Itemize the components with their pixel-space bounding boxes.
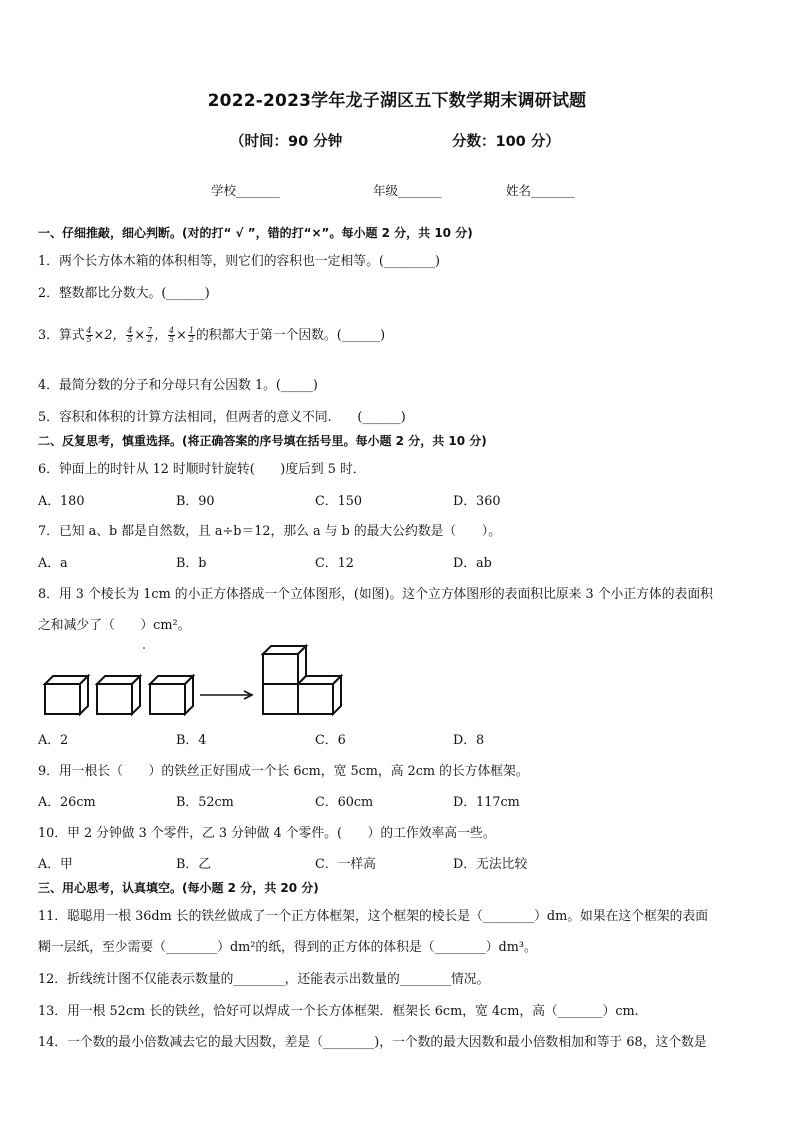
page-title: 2022-2023学年龙子湖区五下数学期末调研试题 [207,91,587,111]
exam-time: （时间：90 分钟 [230,134,343,150]
question-11-line-2: 糊一层纸，至少需要（________）dm²的纸，得到的正方体的体积是（________）dm³。 [38,940,537,955]
question-8-line-2: 之和减少了（ ）cm²。 [38,618,191,633]
q3-term-2: × [134,328,146,343]
q10-option-b: B．乙 [176,857,211,872]
q9-option-c: C．60cm [315,795,374,810]
question-11-line-1: 11．聪聪用一根 36dm 长的铁丝做成了一个正方体框架，这个框架的棱长是（________）dm。如果在这个框架的表面 [38,909,709,924]
q7-option-d: D．ab [453,556,492,571]
question-9: 9．用一根长（ ）的铁丝正好围成一个长 6cm，宽 5cm，高 2cm 的长方体框架。 [38,764,529,779]
q6-option-a: A．180 [38,494,85,509]
q3-fraction-1: $\frac{4}{5}$ [86,326,92,344]
q6-option-d: D．360 [453,494,501,509]
cube-1 [45,676,88,714]
section-2-heading: 二、反复思考，慎重选择。(将正确答案的序号填在括号里。每小题 2 分，共 10 分) [38,434,487,448]
section-1-heading: 一、仔细推敲，细心判断。(对的打“ √ ”，错的打“×”。每小题 2 分，共 10 分) [38,226,473,240]
q3-fraction-2: $\frac{4}{5}$ [127,326,133,344]
question-8-line-1: 8．用 3 个棱长为 1cm 的小正方体搭成一个立体图形，(如图)。这个立方体图形的表面积比原来 3 个小正方体的表面积 [38,587,713,602]
cube-2 [97,676,140,714]
q3-term-1: ×2， [93,328,126,343]
cube-3 [150,676,193,714]
question-12: 12．折线统计图不仅能表示数量的________，还能表示出数量的________情况。 [38,972,490,987]
section-3-heading: 三、用心思考，认真填空。(每小题 2 分，共 20 分) [38,881,319,895]
q7-option-a: A．a [38,556,68,571]
q7-option-b: B．b [176,556,207,571]
q9-option-d: D．117cm [453,795,520,810]
q3-fraction-3: $\frac{7}{2}$ [147,326,153,344]
question-10: 10．甲 2 分钟做 3 个零件，乙 3 分钟做 4 个零件。( ）的工作效率高一些。 [38,826,496,841]
question-2: 2．整数都比分数大。(______) [38,286,210,301]
q3-term-3: ， [154,328,168,343]
question-5: 5．容积和体积的计算方法相同，但两者的意义不同. (______) [38,410,406,425]
q9-option-a: A．26cm [38,795,96,810]
question-6: 6．钟面上的时针从 12 时顺时针旋转( )度后到 5 时． [38,462,366,477]
q3-suffix: 的积都大于第一个因数。(______) [195,328,386,343]
q10-option-a: A．甲 [38,857,73,872]
q8-option-c: C．6 [315,733,346,748]
q10-option-c: C．一样高 [315,857,376,872]
q7-option-c: C．12 [315,556,354,571]
q3-fraction-4: $\frac{4}{5}$ [169,326,175,344]
question-13: 13．用一根 52cm 长的铁丝，恰好可以焊成一个长方体框架．框架长 6cm，宽 4cm，高（_______）cm. [38,1004,639,1019]
q6-option-c: C．150 [315,494,363,509]
question-1: 1．两个长方体木箱的体积相等，则它们的容积也一定相等。(________) [38,254,441,269]
q6-option-b: B．90 [176,494,215,509]
question-14: 14．一个数的最小倍数减去它的最大因数，差是（________)，一个数的最大因数和最小倍数相加和等于 68，这个数是 [38,1035,707,1050]
cube-figure [38,640,348,720]
q8-option-b: B．4 [176,733,207,748]
q8-option-d: D．8 [453,733,485,748]
question-3 [38,324,385,344]
grade-field: 年级_______ [373,183,442,198]
question-7: 7．已知 a、b 都是自然数，且 a÷b＝12，那么 a 与 b 的最大公约数是（ ）。 [38,524,501,539]
stray-dot [143,647,145,649]
q3-prefix: 3．算式 [38,328,85,343]
q9-option-b: B．52cm [176,795,234,810]
q3-term-4: × [176,328,187,343]
name-field: 姓名_______ [506,183,575,198]
q10-option-d: D．无法比较 [453,857,528,872]
arrow [200,691,252,699]
q3-fraction-5: $\frac{1}{2}$ [188,326,194,344]
exam-score: 分数：100 分） [452,134,560,150]
school-field: 学校_______ [211,183,280,198]
stacked-cubes [263,646,341,714]
q8-option-a: A．2 [38,733,69,748]
question-4: 4．最简分数的分子和分母只有公因数 1。(_____) [38,378,318,393]
